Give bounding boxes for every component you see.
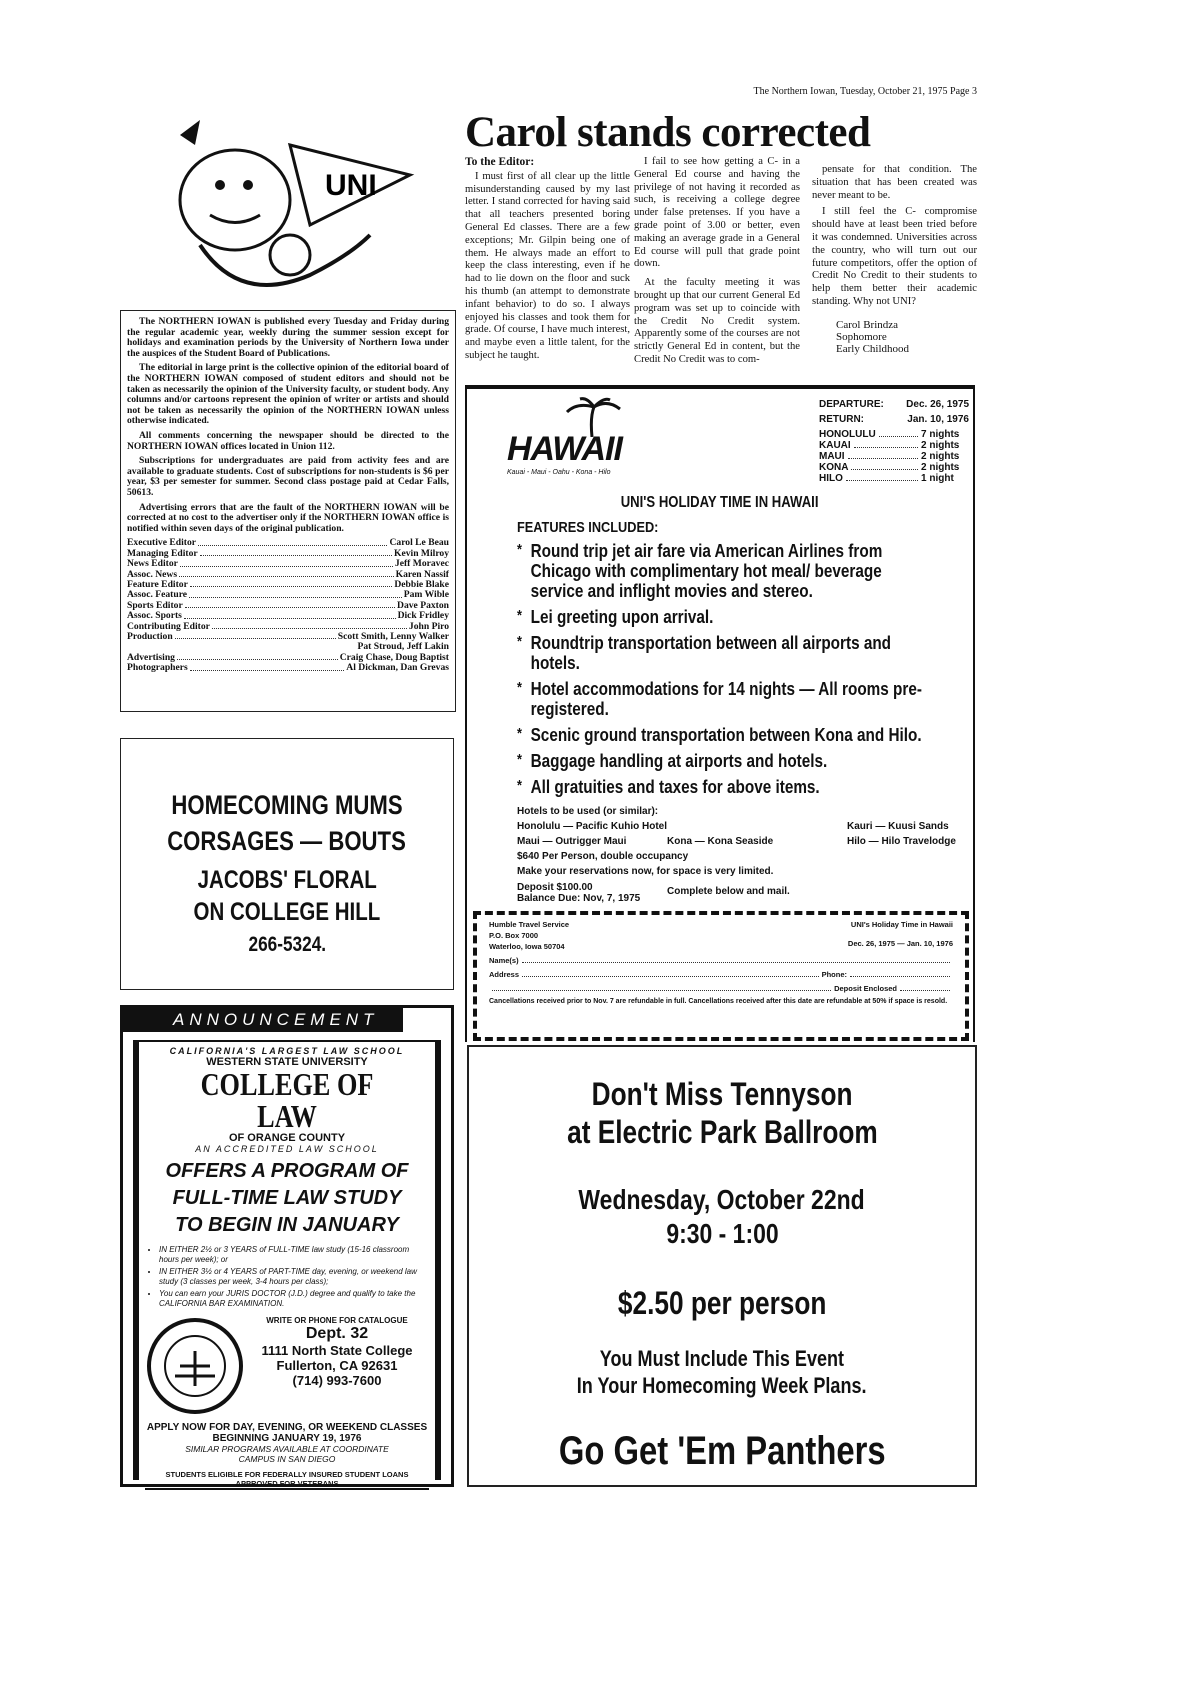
coupon-dates: Dec. 26, 1975 — Jan. 10, 1976 bbox=[847, 939, 953, 948]
feature-item bbox=[517, 751, 934, 771]
feature-item bbox=[517, 725, 934, 745]
hawaii-logo bbox=[507, 397, 667, 476]
staff-row bbox=[127, 559, 449, 569]
feature-text: Baggage handling at airports and hotels. bbox=[530, 751, 828, 771]
cancellation-policy: Cancellations received prior to Nov. 7 are refundable in full. Cancellations received after this date are refundable at 50% if space is resold. bbox=[489, 998, 948, 1005]
night-count: 2 nights bbox=[921, 462, 960, 473]
staff-name: Scott Smith, Lenny Walker bbox=[337, 630, 449, 642]
staff-role: News Editor bbox=[127, 558, 178, 570]
hotel-info bbox=[517, 804, 967, 904]
asterisk-icon: * bbox=[517, 777, 522, 794]
signature-major: Early Childhood bbox=[836, 342, 910, 355]
catalogue-note: WRITE OR PHONE FOR CATALOGUE bbox=[266, 1316, 408, 1325]
ad-line: JACOBS' FLORAL bbox=[197, 866, 377, 894]
complete-note: Complete below and mail. bbox=[667, 886, 790, 897]
staff-role: Sports Editor bbox=[127, 599, 183, 611]
letter-paragraph: I still feel the C- compromise should have at least been tried before it was condemned. Universities across the country, who will turn out our future competitors, offer the option of Credit No Credit to their students to help them better their academic standing. Why not UNI? bbox=[812, 206, 977, 307]
program-bullets bbox=[145, 1245, 429, 1308]
asterisk-icon: * bbox=[517, 541, 522, 558]
logo-text: HAWAII bbox=[507, 430, 622, 468]
coupon-trip: UNI's Holiday Time in Hawaii bbox=[850, 920, 953, 929]
asterisk-icon: * bbox=[517, 725, 522, 742]
nights-row bbox=[819, 429, 969, 440]
deposit: Deposit $100.00 bbox=[517, 882, 593, 893]
staff-name: Craig Chase, Doug Baptist bbox=[339, 651, 449, 663]
coupon-address: Humble Travel Service bbox=[489, 920, 570, 929]
staff-name: Kevin Milroy bbox=[394, 547, 449, 559]
asterisk-icon: * bbox=[517, 633, 522, 650]
tagline: CALIFORNIA'S LARGEST LAW SCHOOL bbox=[169, 1046, 405, 1056]
staff-role: Contributing Editor bbox=[127, 620, 210, 632]
letter-paragraph: I fail to see how getting a C- in a General Ed course and having the privilege of not having it recorded as such, is receiving a college degree under false pretenses. If you have a grade point of 3.00 or better, even making an average grade in a General Ed course will pull that grade point down. bbox=[634, 156, 800, 270]
tennyson-ad bbox=[467, 1045, 977, 1487]
features-list bbox=[517, 541, 1007, 803]
masthead-paragraph: The NORTHERN IOWAN is published every Tuesday and Friday during the regular academic year, weekly during the summer session except for holidays and examination periods by the University of Northern Iowa under the auspices of the Student Board of Publications. bbox=[127, 316, 449, 359]
program-bullet: • IN EITHER 3½ or 4 YEARS of PART-TIME day, evening, or weekend law study (3 classes per week, 3-4 hours per class); bbox=[159, 1267, 429, 1286]
phone-number: 266-5324. bbox=[248, 933, 326, 956]
offer-line: FULL-TIME LAW STUDY bbox=[172, 1187, 402, 1209]
night-count: 2 nights bbox=[921, 451, 960, 462]
masthead-paragraph: Advertising errors that are the fault of the NORTHERN IOWAN will be corrected at no cost to the advertiser only if the NORTHERN IOWAN office is notified within seven days of the original publication. bbox=[127, 501, 449, 534]
hawaii-ad bbox=[465, 385, 975, 1042]
name-label: Name(s) bbox=[489, 956, 519, 965]
staff-role: Photographers bbox=[127, 662, 188, 674]
reservation-coupon bbox=[473, 911, 969, 1041]
feature-item bbox=[517, 541, 934, 601]
address-label: Address bbox=[489, 970, 520, 979]
homecoming-ad bbox=[120, 738, 454, 990]
staff-role: Managing Editor bbox=[127, 547, 198, 559]
masthead-paragraph: Subscriptions for undergraduates are paid from activity fees and are available to graduate students. Cost of subscriptions for non-students is $6 per year, $3 per semester for summer. Second class postage paid at Cedar Falls, 50613. bbox=[127, 455, 449, 498]
ad-line: HOMECOMING MUMS bbox=[171, 790, 403, 820]
asterisk-icon: * bbox=[517, 607, 522, 624]
program-bullet: • You can earn your JURIS DOCTOR (J.D.) degree and qualify to take the CALIFORNIA BAR EXAMINATION. bbox=[159, 1289, 429, 1308]
feature-item bbox=[517, 679, 934, 719]
letter-paragraph: At the faculty meeting it was brought up that our current General Ed program was set up to coincide with the Credit No Credit system. Apparently some of the courses are not strictly General Ed in content, but the Credit No Credit was to com- bbox=[634, 277, 800, 365]
staff-row bbox=[127, 611, 449, 621]
feature-text: Round trip jet air fare via American Airlines from Chicago with complimentary hot meal/ beverage service and inflight movies and stereo. bbox=[530, 541, 883, 601]
ad-line: Don't Miss Tennyson bbox=[591, 1076, 853, 1112]
feature-item bbox=[517, 607, 934, 627]
event-time: 9:30 - 1:00 bbox=[665, 1218, 779, 1249]
masthead-box bbox=[120, 310, 456, 712]
return-label: RETURN: bbox=[819, 414, 864, 425]
letter-paragraph: I must first of all clear up the little misunderstanding caused by my last letter. I stand corrected for having said that all teachers presented boring General Ed classes. There are a few exceptions; Mr. Gilpin being one of them. He always made an effort to keep the class interesting, even if he had to lie down on the floor and suck his thumb (an attempt to demonstrate infant behavior) to do so. I always enjoyed his classes and took them for grade. Of course, I have much interest, and maybe even a little talent, for the subject he taught. bbox=[465, 170, 630, 361]
staff-name: Carol Le Beau bbox=[389, 537, 449, 549]
signature-name: Carol Brindza bbox=[836, 318, 899, 331]
slogan: Go Get 'Em Panthers bbox=[558, 1429, 886, 1473]
hotel: Maui — Outrigger Maui bbox=[517, 836, 627, 847]
announcement-banner: ANNOUNCEMENT bbox=[123, 1008, 403, 1032]
nights-row bbox=[819, 473, 969, 484]
feature-text: Scenic ground transportation between Kona and Hilo. bbox=[530, 725, 922, 745]
dept: Dept. 32 bbox=[305, 1325, 369, 1342]
ad-line: CORSAGES — BOUTS bbox=[167, 826, 407, 856]
nights-row bbox=[819, 462, 969, 473]
staff-name: Al Dickman, Dan Grevas bbox=[346, 662, 449, 674]
itinerary bbox=[819, 399, 969, 484]
letter-column-2 bbox=[634, 156, 800, 367]
departure-label: DEPARTURE: bbox=[819, 399, 884, 410]
phone: (714) 993-7600 bbox=[292, 1373, 382, 1388]
asterisk-icon: * bbox=[517, 679, 522, 696]
price: $640 Per Person, double occupancy bbox=[517, 851, 689, 862]
county: OF ORANGE COUNTY bbox=[228, 1132, 346, 1144]
ad-line: at Electric Park Ballroom bbox=[566, 1114, 878, 1150]
night-count: 7 nights bbox=[921, 429, 960, 440]
university-seal-icon bbox=[145, 1316, 245, 1416]
program-bullet: • IN EITHER 2½ or 3 YEARS of FULL-TIME law study (15-16 classroom hours per week); or bbox=[159, 1245, 429, 1264]
nights-list bbox=[819, 429, 969, 484]
staff-role: Assoc. Sports bbox=[127, 610, 182, 622]
staff-name: Karen Nassif bbox=[395, 568, 449, 580]
staff-name: Dave Paxton bbox=[397, 599, 449, 611]
salutation: To the Editor: bbox=[465, 156, 535, 168]
staff-role: Assoc. News bbox=[127, 568, 178, 580]
street: 1111 North State College bbox=[261, 1343, 413, 1358]
balance-due: Balance Due: Nov, 7, 1975 bbox=[517, 893, 641, 904]
staff-role: Executive Editor bbox=[127, 537, 197, 549]
staff-name: Pat Stroud, Jeff Lakin bbox=[357, 641, 449, 653]
hotel: Kona — Kona Seaside bbox=[667, 836, 774, 847]
staff-list bbox=[127, 538, 449, 673]
logo-subtitle: Kauai - Maui - Oahu - Kona - Hilo bbox=[507, 469, 611, 476]
nights-row bbox=[819, 440, 969, 451]
hawaii-title: UNI'S HOLIDAY TIME IN HAWAII bbox=[621, 494, 819, 511]
staff-role: Assoc. Feature bbox=[127, 589, 188, 601]
deposit-label: Deposit Enclosed bbox=[834, 984, 897, 993]
features-heading: FEATURES INCLUDED: bbox=[517, 519, 659, 536]
feature-item bbox=[517, 633, 934, 673]
staff-name: Pam Wible bbox=[403, 589, 449, 601]
name-field[interactable] bbox=[489, 955, 953, 966]
ticket-price: $2.50 per person bbox=[617, 1285, 827, 1321]
coupon-address: P.O. Box 7000 bbox=[489, 931, 539, 940]
letter-paragraph: pensate for that condition. The situation that has been created was never meant to be. bbox=[812, 164, 977, 201]
accredited: AN ACCREDITED LAW SCHOOL bbox=[195, 1144, 379, 1154]
running-head: The Northern Iowan, Tuesday, October 21, 1975 Page 3 bbox=[753, 86, 977, 97]
staff-name: Jeff Moravec bbox=[394, 558, 449, 570]
staff-role: Feature Editor bbox=[127, 578, 188, 590]
loans-note: STUDENTS ELIGIBLE FOR FEDERALLY INSURED STUDENT LOANS bbox=[165, 1470, 409, 1479]
address-field[interactable] bbox=[489, 969, 953, 980]
coupon-address: Waterloo, Iowa 50704 bbox=[489, 942, 565, 951]
island: KAUAI bbox=[819, 440, 851, 451]
island: MAUI bbox=[819, 451, 845, 462]
staff-name: John Piro bbox=[408, 620, 449, 632]
school-name: WESTERN STATE UNIVERSITY bbox=[206, 1056, 368, 1068]
similar-programs: SIMILAR PROGRAMS AVAILABLE AT COORDINATE CAMPUS IN SAN DIEGO bbox=[185, 1444, 389, 1464]
offer-line: TO BEGIN IN JANUARY bbox=[175, 1214, 399, 1236]
college-name: COLLEGE OF LAW bbox=[200, 1066, 374, 1134]
asterisk-icon: * bbox=[517, 751, 522, 768]
hotel: Honolulu — Pacific Kuhio Hotel bbox=[517, 821, 667, 832]
city: Fullerton, CA 92631 bbox=[276, 1358, 398, 1373]
signature bbox=[812, 319, 977, 355]
hotels-heading: Hotels to be used (or similar): bbox=[517, 806, 659, 817]
offer-line: OFFERS A PROGRAM OF bbox=[165, 1160, 409, 1182]
staff-name: Debbie Blake bbox=[394, 578, 449, 590]
apply-note: APPLY NOW FOR DAY, EVENING, OR WEEKEND CLASSES BEGINNING JANUARY 19, 1976 bbox=[146, 1422, 428, 1444]
reserve-note: Make your reservations now, for space is very limited. bbox=[517, 866, 774, 877]
feature-text: Roundtrip transportation between all airports and hotels. bbox=[530, 633, 892, 673]
nights-row bbox=[819, 451, 969, 462]
ad-line: In Your Homecoming Week Plans. bbox=[577, 1373, 867, 1398]
letter-column-1 bbox=[465, 156, 630, 363]
masthead-paragraph: All comments concerning the newspaper should be directed to the NORTHERN IOWAN offices located in Union 112. bbox=[127, 429, 449, 452]
staff-name: Dick Fridley bbox=[397, 610, 449, 622]
staff-role: Advertising bbox=[127, 651, 175, 663]
island: KONA bbox=[819, 462, 849, 473]
pennant-text: UNI bbox=[325, 169, 377, 202]
feature-item bbox=[517, 777, 934, 797]
law-school-ad bbox=[120, 1005, 454, 1487]
departure-date: Dec. 26, 1975 bbox=[906, 399, 969, 410]
deposit-field[interactable] bbox=[489, 983, 953, 994]
veterans-note: APPROVED FOR VETERANS bbox=[145, 1479, 429, 1490]
ad-line: ON COLLEGE HILL bbox=[193, 898, 381, 926]
letter-column-3 bbox=[812, 164, 977, 355]
signature-class: Sophomore bbox=[836, 330, 887, 343]
event-date: Wednesday, October 22nd bbox=[578, 1184, 866, 1215]
feature-text: Hotel accommodations for 14 nights — All rooms pre-registered. bbox=[530, 679, 922, 719]
hotel: Hilo — Hilo Travelodge bbox=[847, 836, 956, 847]
island: HILO bbox=[819, 473, 843, 484]
phone-label: Phone: bbox=[821, 970, 847, 979]
feature-text: Lei greeting upon arrival. bbox=[530, 607, 714, 627]
feature-text: All gratuities and taxes for above items. bbox=[530, 777, 820, 797]
hotel: Kauri — Kuusi Sands bbox=[847, 821, 949, 832]
staff-role: Production bbox=[127, 630, 173, 642]
night-count: 1 night bbox=[921, 473, 954, 484]
staff-row bbox=[127, 663, 449, 673]
ad-line: You Must Include This Event bbox=[599, 1346, 845, 1371]
masthead-paragraph: The editorial in large print is the collective opinion of the editorial board of the NORTHERN IOWAN composed of student editors and should not be taken as necessarily the opinion of the University faculty, or student body. Any columns and/or cartoons represent the opinion of writer or artists and should not be taken as necessarily the opinion of the NORTHERN IOWAN unless otherwise indicated. bbox=[127, 362, 449, 427]
return-date: Jan. 10, 1976 bbox=[907, 414, 969, 425]
island: HONOLULU bbox=[819, 429, 876, 440]
panther-mascot-cartoon-icon bbox=[140, 105, 430, 310]
night-count: 2 nights bbox=[921, 440, 960, 451]
headline: Carol stands corrected bbox=[465, 109, 871, 156]
